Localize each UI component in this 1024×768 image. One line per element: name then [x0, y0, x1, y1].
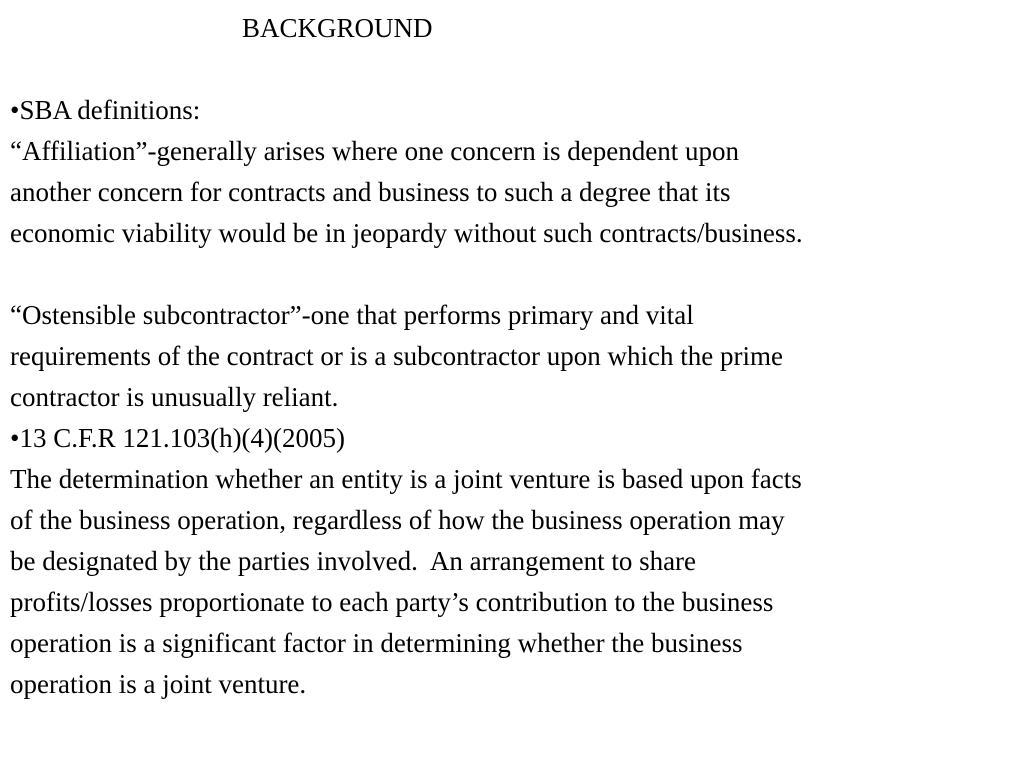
- ostensible-subcontractor-line: “Ostensible subcontractor”-one that performs primary and vital: [10, 300, 694, 330]
- bullet-sba-definitions: •SBA definitions:: [10, 95, 201, 125]
- joint-venture-determination-line: of the business operation, regardless of how the business operation may: [10, 505, 785, 535]
- ostensible-subcontractor-line: contractor is unusually reliant.: [10, 382, 339, 412]
- affiliation-definition-line: “Affiliation”-generally arises where one concern is dependent upon: [10, 136, 739, 166]
- joint-venture-determination-line: profits/losses proportionate to each party’s contribution to the business: [10, 587, 774, 617]
- ostensible-subcontractor-line: requirements of the contract or is a subcontractor upon which the prime: [10, 341, 783, 371]
- joint-venture-determination-line: The determination whether an entity is a joint venture is based upon facts: [10, 464, 802, 494]
- joint-venture-determination-line: be designated by the parties involved. An arrangement to share: [10, 546, 697, 576]
- joint-venture-determination-line: operation is a joint venture.: [10, 669, 307, 699]
- slide-title: BACKGROUND: [242, 13, 433, 43]
- paragraph-spacer: [10, 254, 1020, 295]
- joint-venture-determination-line: operation is a significant factor in determining whether the business: [10, 628, 743, 658]
- affiliation-definition-line: economic viability would be in jeopardy without such contracts/business.: [10, 218, 803, 248]
- affiliation-definition-line: another concern for contracts and business to such a degree that its: [10, 177, 731, 207]
- slide-body: [10, 90, 1020, 705]
- bullet-cfr-citation: •13 C.F.R 121.103(h)(4)(2005): [10, 423, 346, 453]
